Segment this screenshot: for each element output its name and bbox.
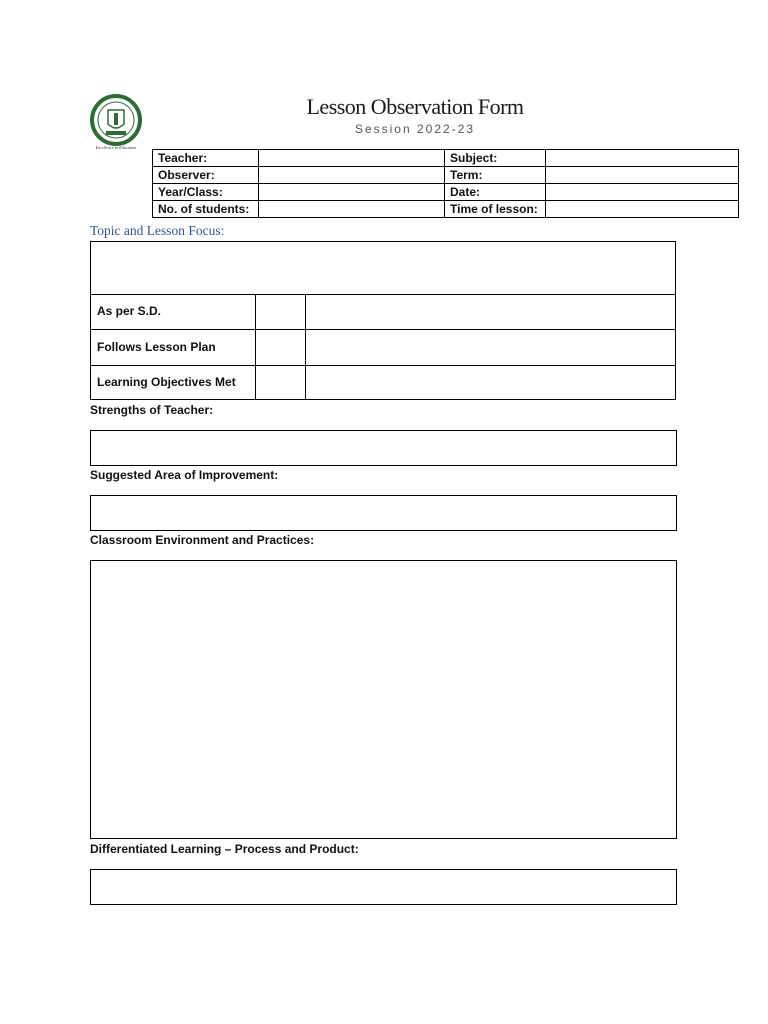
date-label: Date:	[445, 184, 546, 201]
strengths-field[interactable]	[90, 430, 677, 466]
topic-heading: Topic and Lesson Focus:	[90, 223, 225, 238]
environment-field[interactable]	[90, 560, 677, 839]
year-class-label: Year/Class:	[153, 184, 259, 201]
logo-motto: Excellence in Education	[95, 145, 137, 150]
criteria-label: Follows Lesson Plan	[97, 340, 216, 354]
observer-field[interactable]	[259, 167, 445, 184]
year-class-field[interactable]	[259, 184, 445, 201]
environment-heading: Classroom Environment and Practices:	[90, 533, 315, 547]
date-field[interactable]	[546, 184, 739, 201]
criteria-row-objectives	[91, 365, 675, 400]
improvement-field[interactable]	[90, 495, 677, 531]
info-table	[152, 149, 739, 218]
observer-label: Observer:	[153, 167, 259, 184]
session-label: Session 2022-23	[354, 122, 476, 136]
topic-focus-field[interactable]	[91, 242, 675, 295]
teacher-label: Teacher:	[153, 150, 259, 167]
teacher-field[interactable]	[259, 150, 445, 167]
time-field[interactable]	[546, 201, 739, 218]
info-row	[153, 167, 739, 184]
students-label: No. of students:	[153, 201, 259, 218]
improvement-heading: Suggested Area of Improvement:	[90, 468, 279, 482]
strengths-heading: Strengths of Teacher:	[90, 403, 214, 417]
topic-focus-table	[90, 241, 676, 400]
students-field[interactable]	[259, 201, 445, 218]
term-field[interactable]	[546, 167, 739, 184]
info-row	[153, 150, 739, 167]
page-title: Lesson Observation Form	[306, 94, 524, 119]
subject-label: Subject:	[445, 150, 546, 167]
term-label: Term:	[445, 167, 546, 184]
school-logo	[87, 94, 145, 154]
info-row	[153, 184, 739, 201]
time-label: Time of lesson:	[445, 201, 546, 218]
criteria-label: As per S.D.	[97, 304, 162, 318]
criteria-row-lesson-plan	[91, 330, 675, 365]
differentiated-field[interactable]	[90, 869, 677, 905]
info-row	[153, 201, 739, 218]
criteria-row-sd	[91, 294, 675, 329]
criteria-label: Learning Objectives Met	[97, 375, 236, 389]
subject-field[interactable]	[546, 150, 739, 167]
differentiated-heading: Differentiated Learning – Process and Product:	[90, 842, 359, 856]
